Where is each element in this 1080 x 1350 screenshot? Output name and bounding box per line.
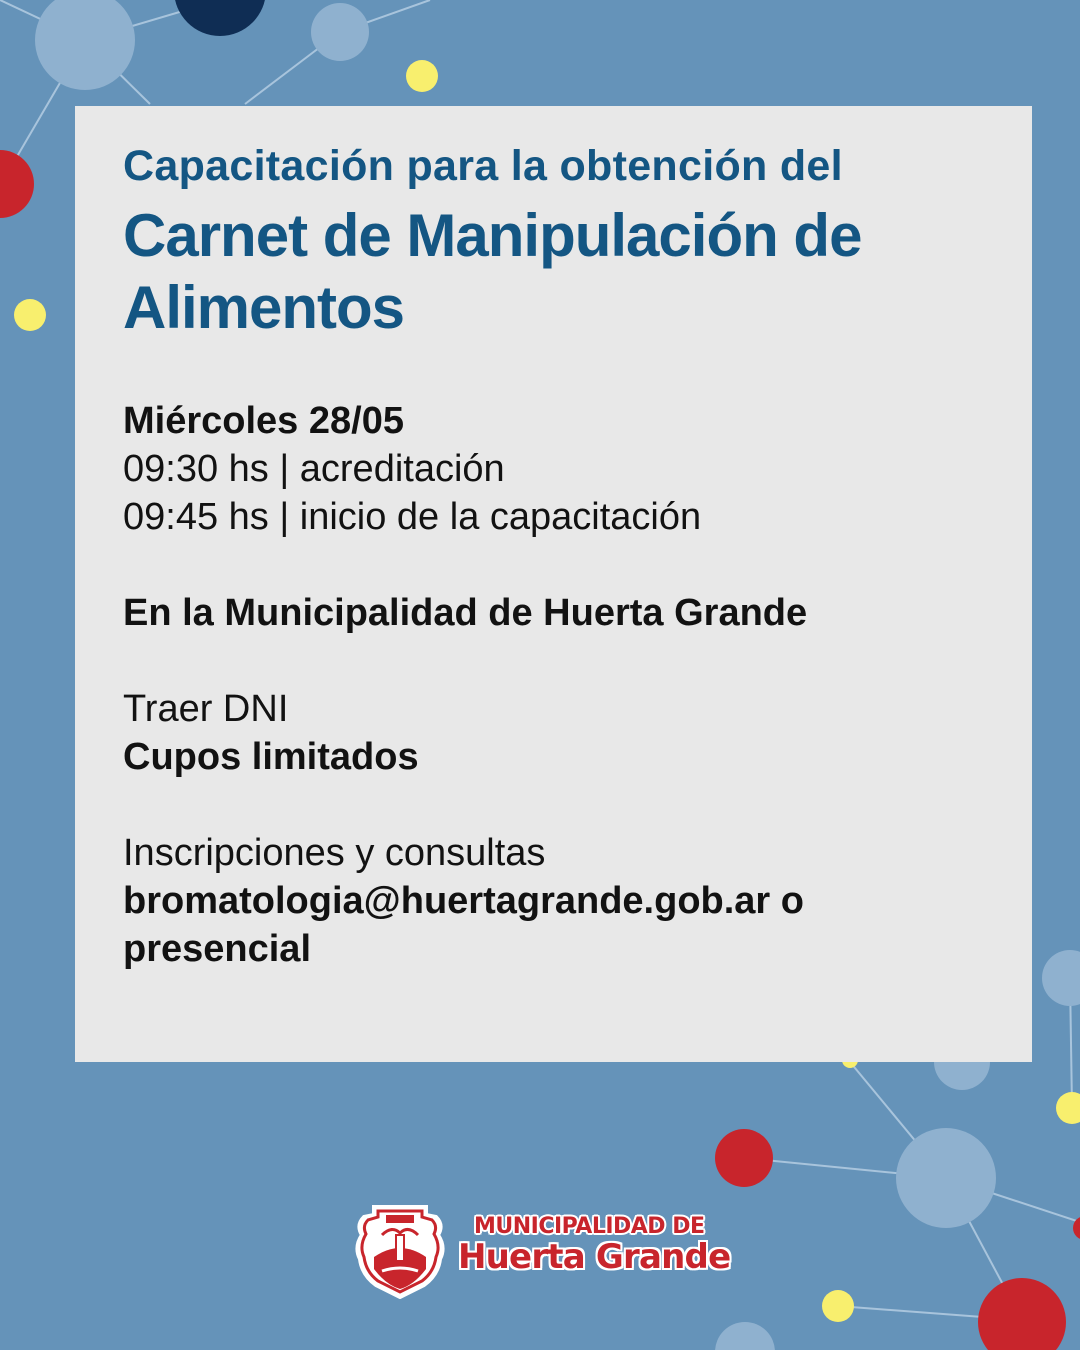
network-node xyxy=(406,60,438,92)
network-node xyxy=(14,299,46,331)
info-card xyxy=(75,106,1032,1062)
logo-line-2: Huerta Grande xyxy=(458,1237,731,1277)
contact-in-person: presencial xyxy=(123,928,311,970)
logo-line-1: MUNICIPALIDAD DE xyxy=(474,1214,705,1239)
event-location: En la Municipalidad de Huerta Grande xyxy=(123,592,808,634)
network-node xyxy=(1056,1092,1080,1124)
network-node xyxy=(715,1129,773,1187)
network-node xyxy=(896,1128,996,1228)
municipality-logo-text xyxy=(458,1214,730,1275)
network-node xyxy=(0,150,34,218)
capacity-text: Cupos limitados xyxy=(123,736,419,778)
municipal-crest-icon xyxy=(352,1195,448,1299)
network-node xyxy=(35,0,135,90)
title-intro: Capacitación para la obtención del xyxy=(123,142,843,190)
network-node xyxy=(715,1322,775,1350)
network-node xyxy=(822,1290,854,1322)
contact-email: bromatologia@huertagrande.gob.ar o xyxy=(123,880,804,922)
event-date: Miércoles 28/05 xyxy=(123,400,404,442)
network-node xyxy=(978,1278,1066,1350)
title-main: Carnet de Manipulación de Alimentos xyxy=(123,202,862,341)
schedule-start: 09:45 hs | inicio de la capacitación xyxy=(123,496,702,538)
network-node xyxy=(1042,950,1080,1006)
signup-label: Inscripciones y consultas xyxy=(123,832,546,874)
requirement-text: Traer DNI xyxy=(123,688,289,730)
network-node xyxy=(311,3,369,61)
schedule-accreditation: 09:30 hs | acreditación xyxy=(123,448,505,490)
network-node xyxy=(174,0,266,36)
